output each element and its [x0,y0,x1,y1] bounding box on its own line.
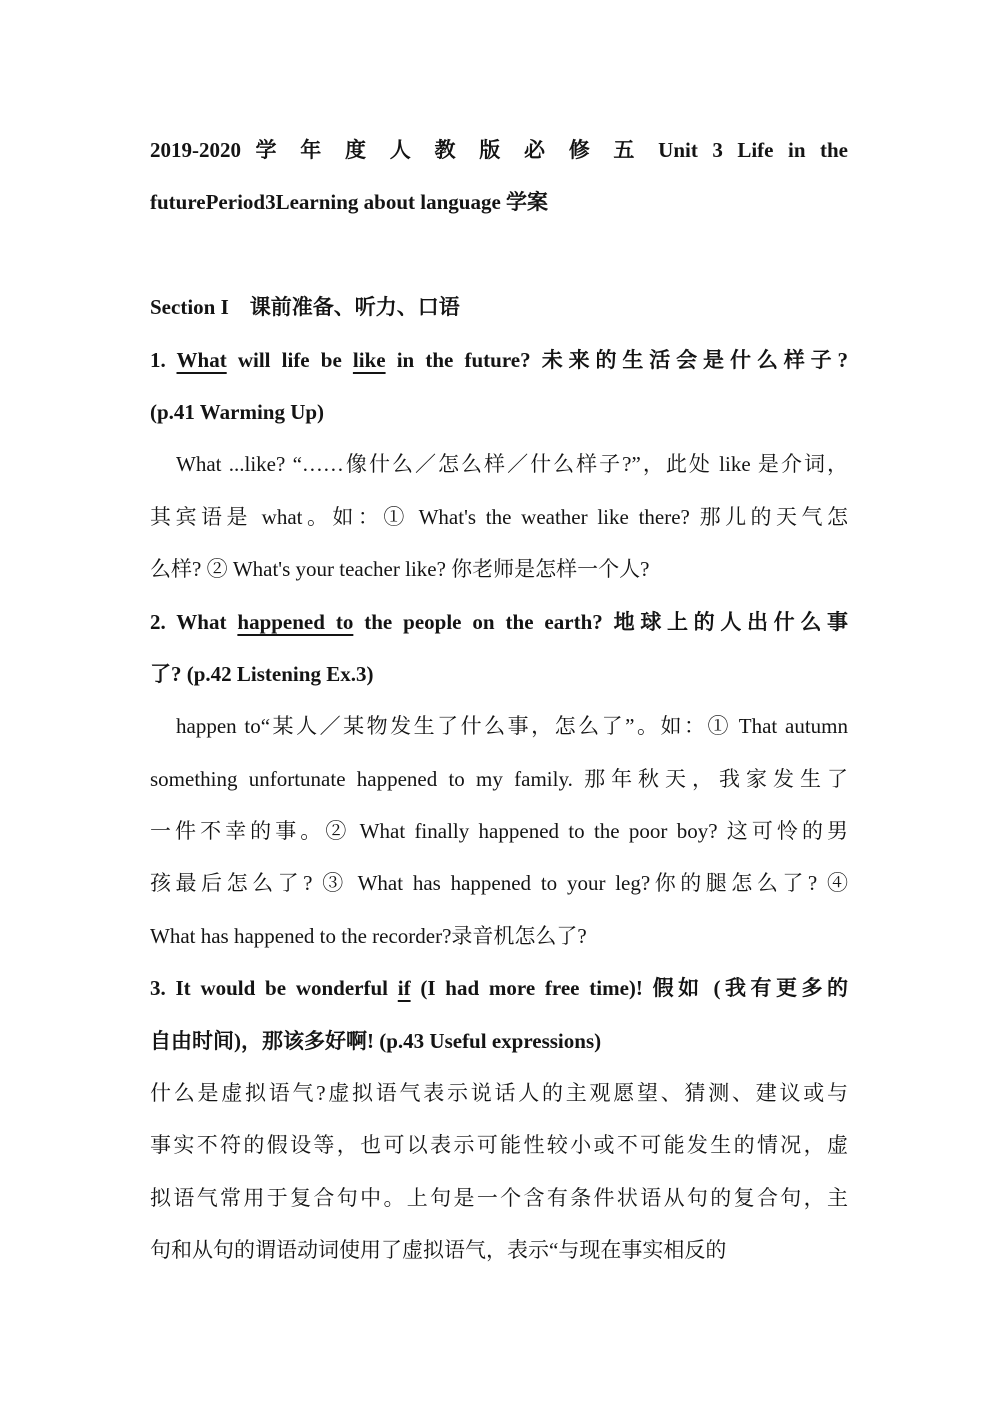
item2-body-text-1: happen to“某人／某物发生了什么事，怎么了”。如：① That autumn [176,714,848,739]
item1-body-text-1: What ...like? “……像什么／怎么样／什么样子?”，此处 like 是介词， [176,452,848,477]
item3-body-line-3 [150,1172,848,1224]
title-text-2: futurePeriod3Learning about language 学案 [150,190,549,215]
item3-heading-line-1 [150,962,848,1014]
item3-body-line-1 [150,1067,848,1119]
item2-underlined-phrase: happened to [237,609,354,634]
item3-page-ref: 自由时间)，那该多好啊! (p.43 Useful expressions) [150,1028,602,1053]
item1-body-text-2: 其宾语是 what。如：① What's the weather like there? 那儿的天气怎 [150,504,848,529]
item3-body-text-4: 句和从句的谓语动词使用了虚拟语气，表示“与现在事实相反的 [150,1238,727,1263]
item3-body-text-3: 拟语气常用于复合句中。上句是一个含有条件状语从句的复合句，主 [150,1185,848,1210]
item2-body-line-4 [150,857,848,909]
item1-underlined-word-1: What [176,347,227,372]
item2-body-text-2: something unfortunate happened to my family. 那年秋天，我家发生了 [150,766,848,791]
item1-heading-line-2 [150,386,848,438]
item2-body-line-5 [150,910,848,962]
section-heading [150,281,848,333]
item2-body-text-3: 一件不幸的事。② What finally happened to the poor boy? 这可怜的男 [150,819,848,844]
section-heading-text: Section I 课前准备、听力、口语 [150,295,460,320]
document-title-line-1 [150,124,848,176]
item2-body-line-3 [150,805,848,857]
item1-heading-line-1 [150,334,848,386]
document-title-line-2 [150,176,848,228]
item2-body-line-1 [150,700,848,752]
blank-line [150,229,848,281]
item3-number: 3. It would be wonderful [150,976,398,1001]
item1-number: 1. [150,347,177,372]
item1-body-text-3: 么样? ② What's your teacher like? 你老师是怎样一个人? [150,557,650,582]
item2-number: 2. What [150,609,238,634]
item2-body-line-2 [150,753,848,805]
title-text-1: 2019-2020 学 年 度 人 教 版 必 修 五 Unit 3 Life in the [150,138,848,162]
item3-body-line-2 [150,1119,848,1171]
item3-underlined-word: if [397,976,411,1001]
item3-body-text-1: 什么是虚拟语气?虚拟语气表示说话人的主观愿望、猜测、建议或与 [150,1081,848,1106]
item3-heading-rest: (I had more free time)! 假如 (我有更多的 [410,976,848,1001]
item1-page-ref: (p.41 Warming Up) [150,399,325,424]
item3-body-text-2: 事实不符的假设等，也可以表示可能性较小或不可能发生的情况，虚 [150,1133,848,1158]
item1-body-line-2 [150,491,848,543]
item1-heading-mid: will life be [226,347,353,372]
item1-underlined-word-2: like [352,347,386,372]
item1-heading-rest: in the future? 未来的生活会是什么样子? [385,347,848,372]
item2-body-text-5: What has happened to the recorder?录音机怎么了? [150,923,587,948]
item2-heading-line-2 [150,648,848,700]
item3-heading-line-2 [150,1015,848,1067]
item2-body-text-4: 孩最后怎么了? ③ What has happened to your leg?你的腿怎么了? ④ [150,871,848,896]
document-page [150,124,848,1277]
item1-body-line-1 [150,438,848,490]
item3-body-line-4 [150,1224,848,1276]
item2-page-ref: 了? (p.42 Listening Ex.3) [150,661,374,686]
item2-heading-line-1 [150,596,848,648]
item1-body-line-3 [150,543,848,595]
item2-heading-rest: the people on the earth? 地球上的人出什么事 [353,609,848,634]
